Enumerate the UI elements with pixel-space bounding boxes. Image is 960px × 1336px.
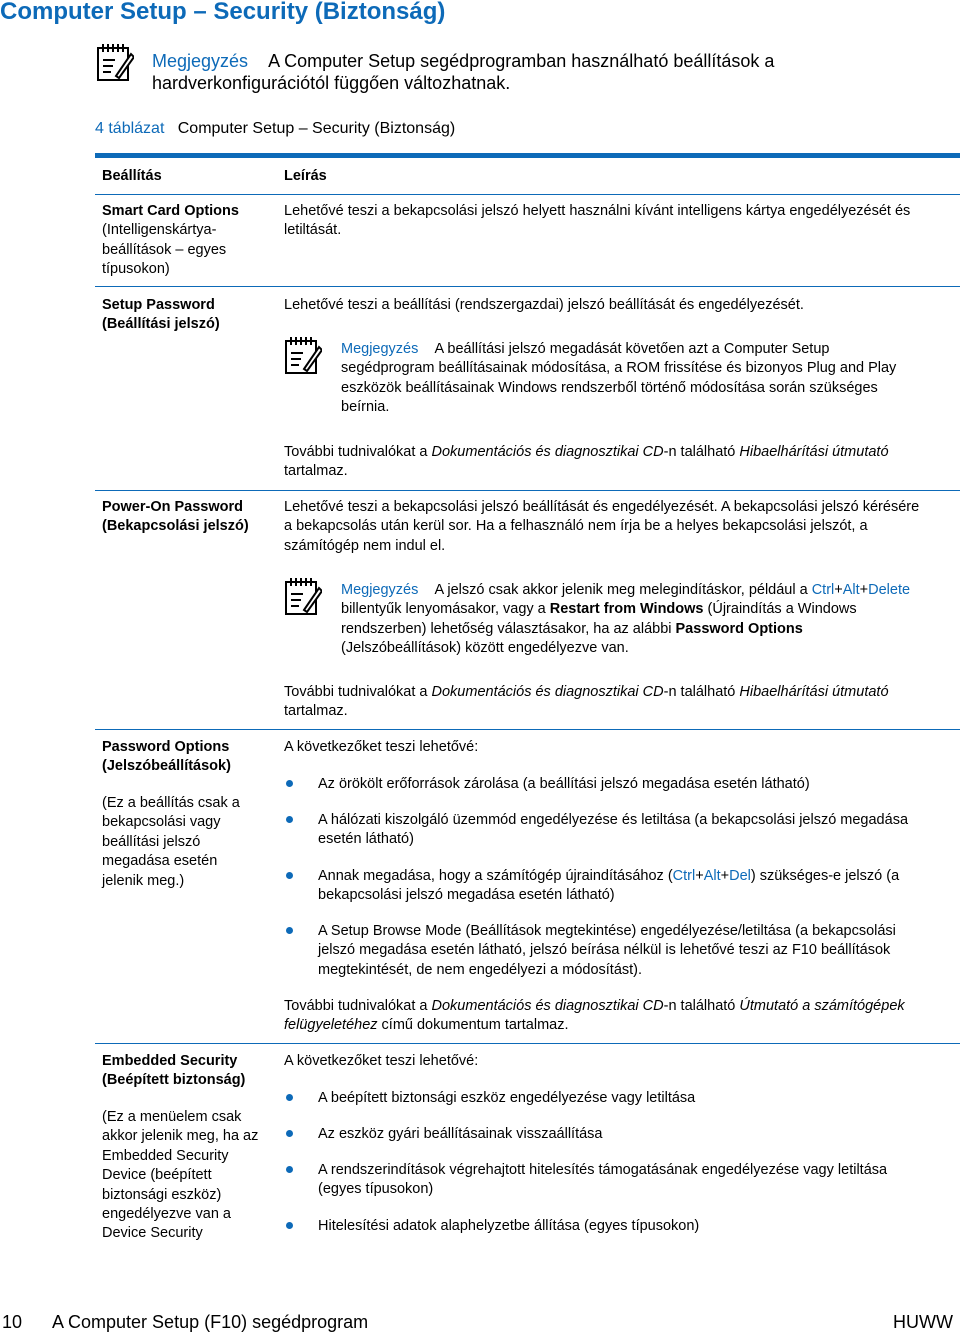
list-line: esetén látható): [318, 831, 414, 848]
desc-line: Lehetővé teszi a bekapcsolási jelszó beállítását és engedélyezését. A bekapcsolási jelszó kérésére: [284, 499, 920, 515]
setting-name-local: (Beépített biztonság): [102, 1072, 246, 1089]
desc-line: a bekapcsolás után kerül sor. Ha a felhasználó nem írja be a helyes bekapcsolási jelszót, a: [284, 518, 868, 535]
note-line: segédprogram beállításainak módosítása, a ROM frissítése és bizonyos Plug and Play: [341, 360, 897, 377]
footer-code: HUWW: [893, 1312, 953, 1332]
list-item-text: [318, 867, 950, 906]
setting-sub: biztonsági eszköz): [102, 1186, 222, 1203]
doc-title: Dokumentációs és diagnosztikai CD: [431, 998, 664, 1014]
description-smart-card: [284, 202, 954, 241]
setting-name: Setup Password: [102, 297, 215, 313]
more-text: tartalmaz.: [284, 463, 348, 480]
list-item-text: Hitelesítési adatok alaphelyzetbe állítása (egyes típusokon): [318, 1218, 700, 1234]
list-line: A Setup Browse Mode (Beállítások megtekintése) engedélyezése/letiltása (a bekapcsolási: [318, 923, 896, 939]
note-text: [341, 581, 951, 659]
table-top-rule: [95, 153, 960, 158]
more-info-setup-password: [284, 443, 954, 482]
more-text: -n található: [663, 998, 740, 1014]
key-ctrl: Ctrl: [811, 582, 835, 598]
row-rule: [95, 1043, 960, 1044]
list-item-text: Az eszköz gyári beállításainak visszaállítása: [318, 1126, 603, 1142]
note-text: [341, 340, 951, 418]
setting-power-on-password: [102, 498, 262, 537]
bullet-icon: [286, 872, 293, 879]
setting-name: Embedded Security: [102, 1053, 238, 1069]
list-line: (egyes típusokon): [318, 1181, 434, 1198]
note-label: Megjegyzés: [341, 341, 419, 357]
list-item-text: [318, 811, 950, 850]
setting-sub: Embedded Security: [102, 1147, 229, 1164]
note-line: eszközök beállításainak Windows rendszerből történő módosítása során szükséges: [341, 379, 878, 396]
key-del: Del: [729, 868, 751, 884]
more-text: -n található: [663, 444, 740, 460]
list-item-text: Az örökölt erőforrások zárolása (a beállítási jelszó megadása esetén látható): [318, 776, 810, 792]
setting-sub: beállítási jelszó: [102, 833, 201, 850]
key-plus: +: [859, 582, 869, 598]
list-line: ) szükséges-e jelszó (a: [750, 868, 900, 884]
setting-sub: típusokon): [102, 261, 170, 278]
more-text: További tudnivalókat a: [284, 998, 432, 1014]
note-line: billentyűk lenyomásakor, vagy a: [341, 601, 550, 618]
setting-sub: jelenik meg.): [102, 872, 185, 889]
setting-sub: Device (beépített: [102, 1167, 212, 1184]
note-pad-icon: [284, 335, 322, 375]
doc-title: Hibaelhárítási útmutató: [739, 444, 889, 460]
list-line: bekapcsolási jelszó megadása esetén látható): [318, 887, 615, 904]
setting-embedded-security-note: [102, 1108, 262, 1244]
setting-sub: megadása esetén: [102, 853, 218, 870]
list-line: A hálózati kiszolgáló üzemmód engedélyezése és letiltása (a bekapcsolási jelszó megadása: [318, 812, 909, 828]
setting-embedded-security: [102, 1052, 262, 1091]
list-line: jelszó megadása esetén látható, jelszó beírása nélkül is lehetővé teszi az F10 beállítások: [318, 942, 891, 959]
setting-name-local: (Jelszóbeállítások): [102, 758, 231, 775]
key-delete: Delete: [868, 582, 911, 598]
top-note-text: [152, 50, 872, 94]
header-rule: [95, 194, 960, 195]
doc-title: Dokumentációs és diagnosztikai CD: [431, 684, 664, 700]
more-info-power-on: [284, 683, 954, 722]
list-line: megtekintését, de nem engedélyezi a módosítást).: [318, 961, 643, 978]
note-text-2: hardverkonfigurációtól függően változhatnak.: [152, 73, 511, 93]
table-number: 4 táblázat: [95, 120, 165, 137]
list-item-text: [318, 922, 950, 980]
setting-name-local: (Beállítási jelszó): [102, 316, 220, 333]
doc-title: felügyeletéhez: [284, 1017, 378, 1034]
note-line: rendszerben) lehetőség választásakor, ha az alábbi: [341, 620, 676, 637]
description-embedded-security: A következőket teszi lehetővé:: [284, 1053, 479, 1069]
more-text: További tudnivalókat a: [284, 444, 432, 460]
note-line: beírnia.: [341, 399, 390, 416]
setting-name: Smart Card Options: [102, 203, 239, 219]
bullet-icon: [286, 816, 293, 823]
setting-smart-card: [102, 202, 262, 280]
more-text: című dokumentum tartalmaz.: [377, 1017, 569, 1034]
note-line: (Jelszóbeállítások) között engedélyezve van.: [341, 640, 629, 657]
doc-title: Útmutató a számítógépek: [739, 998, 905, 1014]
setting-password-options: [102, 738, 262, 777]
note-label: Megjegyzés: [152, 51, 249, 71]
setting-sub: beállítások – egyes: [102, 241, 227, 258]
row-rule: [95, 286, 960, 287]
key-alt: Alt: [703, 868, 721, 884]
key-plus: +: [834, 582, 843, 598]
note-label: Megjegyzés: [341, 582, 419, 598]
doc-title: Dokumentációs és diagnosztikai CD: [431, 444, 664, 460]
key-plus: +: [695, 868, 704, 884]
desc-line: számítógép nem indul el.: [284, 537, 446, 554]
bullet-icon: [286, 1130, 293, 1137]
header-setting: Beállítás: [102, 168, 162, 184]
list-line: Annak megadása, hogy a számítógép újraindításához (: [318, 868, 673, 884]
row-rule: [95, 490, 960, 491]
setting-sub: bekapcsolási vagy: [102, 814, 221, 831]
key-alt: Alt: [842, 582, 860, 598]
more-info-password-options: [284, 997, 954, 1036]
setting-sub: akkor jelenik meg, ha az: [102, 1128, 259, 1145]
note-line: A beállítási jelszó megadását követően azt a Computer Setup: [434, 341, 830, 357]
note-line: (Újraindítás a Windows: [703, 601, 857, 618]
description-setup-password: Lehetővé teszi a beállítási (rendszergazdai) jelszó beállítását és engedélyezését.: [284, 297, 804, 313]
list-line: A rendszerindítások végrehajtott hitelesítés támogatásának engedélyezése vagy letiltása: [318, 1162, 888, 1178]
list-item-text: A beépített biztonsági eszköz engedélyezése vagy letiltása: [318, 1090, 696, 1106]
bullet-icon: [286, 780, 293, 787]
setting-sub: (Ez a beállítás csak a: [102, 795, 240, 811]
note-pad-icon: [284, 576, 322, 616]
doc-title: Hibaelhárítási útmutató: [739, 684, 889, 700]
bullet-icon: [286, 1222, 293, 1229]
header-description: Leírás: [284, 168, 327, 184]
more-text: -n található: [663, 684, 740, 700]
bullet-icon: [286, 927, 293, 934]
note-line: A jelszó csak akkor jelenik meg melegindításkor, például a: [434, 582, 812, 598]
setting-sub: Device Security: [102, 1225, 203, 1242]
setting-password-options-note: [102, 794, 262, 891]
key-plus: +: [720, 868, 730, 884]
table-caption: [95, 120, 455, 138]
setting-sub: (Ez a menüelem csak: [102, 1109, 242, 1125]
description-password-options: A következőket teszi lehetővé:: [284, 739, 479, 755]
bullet-icon: [286, 1166, 293, 1173]
bullet-icon: [286, 1094, 293, 1101]
setting-name: Password Options: [102, 739, 230, 755]
row-rule: [95, 729, 960, 730]
setting-sub: (Intelligenskártya-: [102, 222, 217, 239]
note-text-1: A Computer Setup segédprogramban használható beállítások a: [268, 51, 775, 71]
list-item-text: [318, 1161, 950, 1200]
more-text: További tudnivalókat a: [284, 684, 432, 700]
desc-line: letiltását.: [284, 222, 342, 239]
setting-name-local: (Bekapcsolási jelszó): [102, 518, 249, 535]
note-pad-icon: [96, 42, 134, 82]
footer-chapter: A Computer Setup (F10) segédprogram: [52, 1312, 369, 1332]
key-ctrl: Ctrl: [672, 868, 696, 884]
menu-term: Password Options: [675, 620, 803, 637]
setting-setup-password: [102, 296, 262, 335]
footer-page-number: 10: [2, 1312, 23, 1332]
menu-term: Restart from Windows: [549, 601, 704, 618]
more-text: tartalmaz.: [284, 703, 348, 720]
setting-name: Power-On Password: [102, 499, 244, 515]
table-caption-text: Computer Setup – Security (Biztonság): [177, 120, 456, 137]
setting-sub: engedélyezve van a: [102, 1206, 231, 1223]
desc-line: Lehetővé teszi a bekapcsolási jelszó helyett használni kívánt intelligens kártya engedélyezését és: [284, 203, 911, 219]
page-title: Computer Setup – Security (Biztonság): [0, 0, 446, 25]
description-power-on-password: [284, 498, 954, 556]
